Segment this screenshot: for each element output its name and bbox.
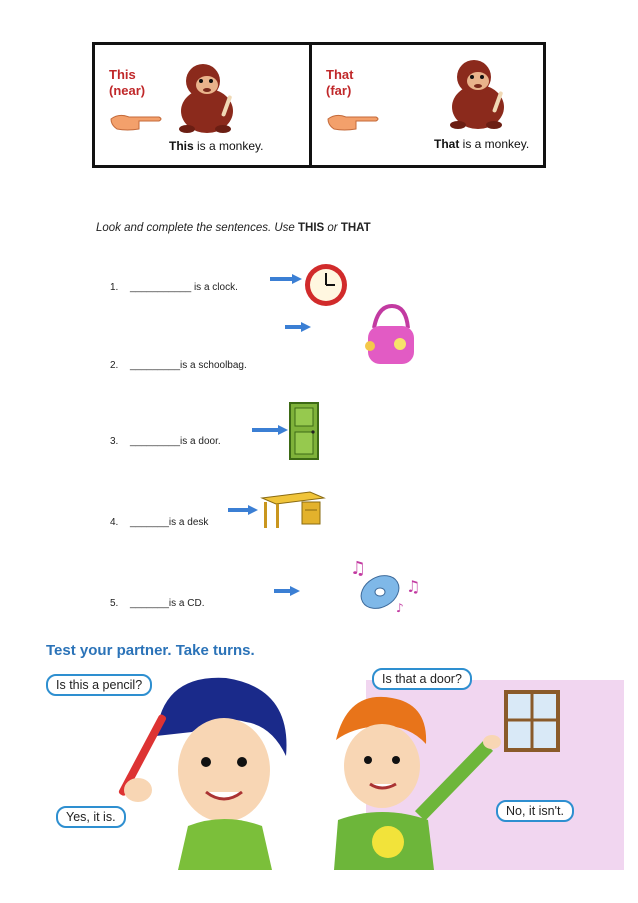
- this-word: This (near): [109, 67, 146, 98]
- this-that-illustration: [92, 42, 546, 168]
- schoolbag-icon: [358, 302, 422, 368]
- exercise-item-2: 2. _________is a schoolbag.: [110, 360, 247, 371]
- window-icon: [504, 690, 560, 752]
- that-panel: [312, 45, 543, 165]
- this-panel: [95, 45, 309, 165]
- boy-illustration: [308, 680, 508, 870]
- arrow-icon: [252, 425, 288, 435]
- cd-icon: [350, 558, 426, 614]
- music-note-icon: ♫: [406, 577, 421, 596]
- arrow-icon: [285, 322, 311, 332]
- arrow-icon: [270, 274, 302, 284]
- comic-title: Test your partner. Take turns.: [46, 642, 255, 659]
- exercise-item-1: 1. ___________ is a clock.: [110, 282, 238, 293]
- pointing-hand-icon: [326, 111, 382, 133]
- exercise-item-3: 3. _________is a door.: [110, 436, 221, 447]
- that-caption: That is a monkey.: [434, 137, 530, 151]
- partner-comic: [36, 640, 626, 870]
- instruction: Look and complete the sentences. Use THIS or THAT: [96, 222, 371, 234]
- this-caption: This is a monkey.: [169, 139, 264, 153]
- bubble-pencil-answer: Yes, it is.: [56, 806, 126, 828]
- bubble-pencil-question: Is this a pencil?: [46, 674, 152, 696]
- girl-illustration: [96, 666, 306, 870]
- bubble-door-answer: No, it isn't.: [496, 800, 574, 822]
- bubble-door-question: Is that a door?: [372, 668, 472, 690]
- desk-icon: [258, 490, 326, 530]
- clock-icon: [303, 262, 349, 308]
- music-note-icon: ♫: [350, 558, 367, 579]
- monkey-icon: [167, 59, 247, 139]
- door-icon: [289, 402, 319, 460]
- exercise-item-4: 4. _______is a desk: [110, 517, 209, 528]
- that-word: That (far): [326, 67, 354, 98]
- arrow-icon: [274, 586, 300, 596]
- arrow-icon: [228, 505, 258, 515]
- music-note-icon: ♪: [396, 601, 404, 614]
- exercise-item-5: 5. _______is a CD.: [110, 598, 205, 609]
- monkey-icon: [438, 55, 518, 135]
- pointing-hand-icon: [109, 111, 165, 133]
